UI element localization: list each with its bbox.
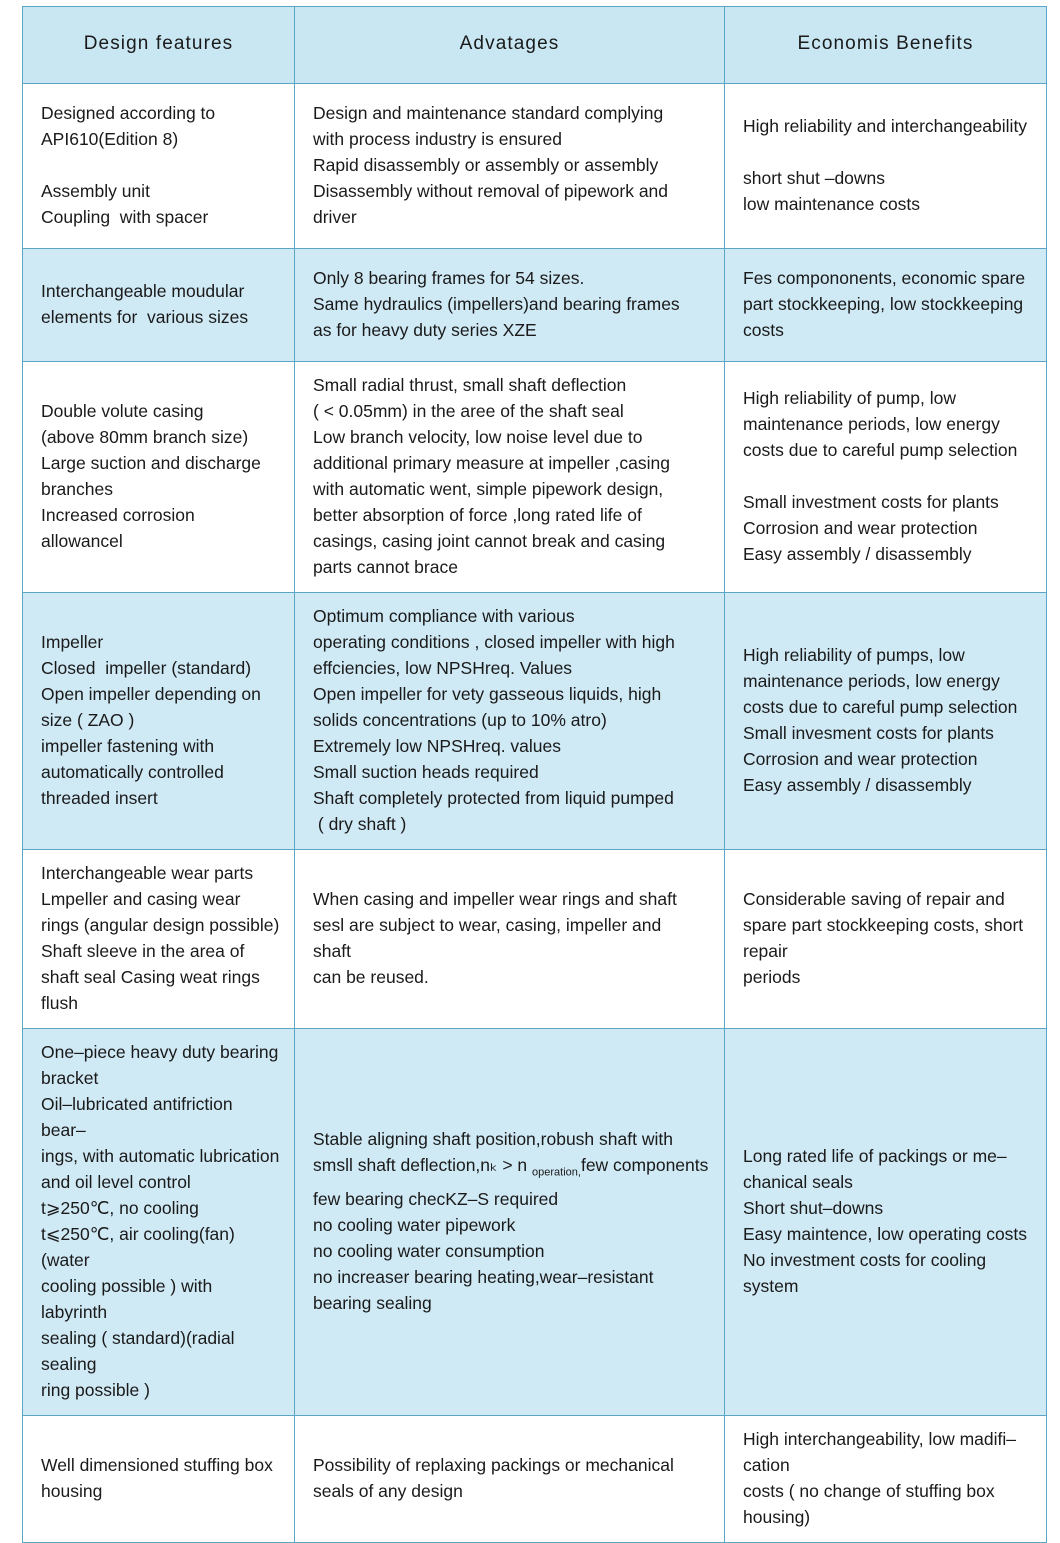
cell-line: Extremely low NPSHreq. values [313,736,561,756]
cell-design-features [23,249,295,362]
table-row [23,84,1047,249]
table-header-row [23,7,1047,84]
cell-line: Shaft completely protected from liquid pumped [313,788,674,808]
cell-economic-benefits [725,362,1047,593]
cell-line: bearing sealing [313,1292,432,1313]
cell-line: Design and maintenance standard complying [313,103,664,123]
cell-line: Designed according to [41,103,216,123]
cell-line: with process industry is ensured [313,129,562,149]
column-header-economic-benefits: Economis Benefits [725,7,1047,84]
table-row [23,362,1047,593]
cell-line: repair [743,941,788,961]
cell-line: can be reused. [313,967,429,987]
cell-line: no cooling water pipework [313,1214,516,1235]
cell-line: Small invesment costs for plants [743,723,994,743]
cell-line: High reliability and interchangeability [743,116,1028,136]
cell-line: threaded insert [41,788,158,808]
column-header-design-features: Design features [23,7,295,84]
specification-table [22,6,1047,1543]
cell-line: Well dimensioned stuffing box [41,1455,273,1475]
cell-line: operating conditions , closed impeller with high [313,632,675,652]
cell-line: Shaft sleeve in the area of [41,941,245,961]
cell-line: Lmpeller and casing wear [41,889,241,909]
cell-advantages [295,1416,725,1543]
table-row [23,1416,1047,1543]
cell-advantages [295,362,725,593]
cell-line: short shut –downs [743,168,886,188]
cell-line: High reliability of pumps, low [743,645,965,665]
cell-economic-benefits [725,850,1047,1029]
cell-line: Easy assembly / disassembly [743,775,972,795]
subscript-text: operation, [532,1166,581,1179]
cell-line [41,152,280,178]
cell-economic-benefits [725,84,1047,249]
cell-line: High reliability of pump, low [743,388,957,408]
cell-line: Possibility of replaxing packings or mechanical [313,1455,674,1475]
cell-line: Impeller [41,632,104,652]
cell-line: Short shut–downs [743,1198,884,1218]
cell-line: spare part stockkeeping costs, short [743,915,1024,935]
cell-line: API610(Edition 8) [41,129,179,149]
cell-line: Assembly unit [41,181,150,201]
cell-design-features [23,1029,295,1416]
cell-line: Considerable saving of repair and [743,889,1005,909]
cell-economic-benefits [725,593,1047,850]
cell-line: Same hydraulics (impellers)and bearing frames [313,294,680,314]
cell-line: housing) [743,1507,811,1527]
cell-line: Coupling with spacer [41,207,209,227]
cell-line: shaft seal Casing weat rings [41,967,260,987]
cell-line: parts cannot brace [313,557,458,577]
cell-design-features [23,850,295,1029]
cell-line: automatically controlled [41,762,224,782]
cell-line: better absorption of force ,long rated life of [313,505,642,525]
cell-line: rings (angular design possible) [41,915,280,935]
cell-economic-benefits [725,1029,1047,1416]
table-body [23,84,1047,1543]
column-header-advantages: Advatages [295,7,725,84]
cell-line: ring possible ) [41,1380,150,1400]
cell-line: Stable aligning shaft position,robush shaft with [313,1129,673,1150]
cell-line: size ( ZAO ) [41,710,135,730]
cell-line: costs ( no change of stuffing box [743,1481,995,1501]
cell-line: cooling possible ) with labyrinth [41,1276,218,1322]
cell-line: Corrosion and wear protection [743,518,978,538]
cell-line: allowancel [41,531,123,551]
cell-line: shaft [313,941,351,961]
table-row [23,249,1047,362]
cell-line: maintenance periods, low energy [743,671,1000,691]
cell-line: Large suction and discharge [41,453,261,473]
cell-line: with automatic went, simple pipework design, [313,479,664,499]
cell-line: sealing ( standard)(radial sealing [41,1328,240,1374]
cell-line: driver [313,207,357,227]
cell-line [743,463,1032,489]
cell-line: Disassembly without removal of pipework and [313,181,669,201]
cell-line: housing [41,1481,103,1501]
cell-line: ( < 0.05mm) in the aree of the shaft seal [313,401,624,421]
cell-line: effciencies, low NPSHreq. Values [313,658,573,678]
cell-design-features [23,84,295,249]
cell-line: bracket [41,1068,99,1088]
cell-line: ( dry shaft ) [313,814,407,834]
cell-advantages [295,593,725,850]
table-row [23,850,1047,1029]
table-header [23,7,1047,84]
table-row [23,593,1047,850]
cell-line: Interchangeable moudular [41,281,245,301]
cell-design-features [23,362,295,593]
cell-line: Increased corrosion [41,505,195,525]
cell-line: Small radial thrust, small shaft deflection [313,375,627,395]
cell-line: Easy assembly / disassembly [743,544,972,564]
cell-line: few bearing checKZ–S required [313,1188,559,1209]
cell-advantages [295,850,725,1029]
cell-line [743,139,1032,165]
cell-line: no cooling water consumption [313,1240,545,1261]
cell-line: Optimum compliance with various [313,606,575,626]
cell-line: Fes compononents, economic spare [743,268,1026,288]
cell-advantages [295,1029,725,1416]
cell-line: Small investment costs for plants [743,492,999,512]
cell-line: Easy maintence, low operating costs [743,1224,1028,1244]
cell-line: as for heavy duty series XZE [313,320,537,340]
cell-economic-benefits [725,1416,1047,1543]
cell-line: ings, with automatic lubrication [41,1146,280,1166]
cell-line: sesl are subject to wear, casing, impeller and [313,915,662,935]
cell-advantages [295,84,725,249]
cell-line: impeller fastening with [41,736,215,756]
cell-line: elements for various sizes [41,307,249,327]
cell-line: costs [743,320,784,340]
cell-line: Corrosion and wear protection [743,749,978,769]
cell-line: cation [743,1455,790,1475]
cell-line: Low branch velocity, low noise level due to [313,427,643,447]
cell-line: Long rated life of packings or me– [743,1146,1007,1166]
cell-line: Double volute casing [41,401,204,421]
cell-line: costs due to careful pump selection [743,697,1018,717]
cell-line: periods [743,967,801,987]
cell-line: (above 80mm branch size) [41,427,249,447]
cell-line: Open impeller depending on [41,684,261,704]
cell-design-features [23,593,295,850]
cell-line: t⩽250℃, air cooling(fan) (water [41,1224,240,1270]
cell-line: No investment costs for cooling [743,1250,987,1270]
cell-line: Rapid disassembly or assembly or assembly [313,155,659,175]
cell-line: t⩾250℃, no cooling [41,1198,199,1218]
table-row [23,1029,1047,1416]
cell-line: and oil level control [41,1172,191,1192]
cell-line: chanical seals [743,1172,853,1192]
cell-line: maintenance periods, low energy [743,414,1000,434]
cell-line: smsll shaft deflection,nₖ > n $_{operation,}$few components [313,1155,709,1179]
cell-advantages [295,249,725,362]
cell-line: additional primary measure at impeller ,casing [313,453,670,473]
cell-line: branches [41,479,113,499]
cell-line: part stockkeeping, low stockkeeping [743,294,1024,314]
cell-line: Oil–lubricated antifriction bear– [41,1094,238,1140]
cell-line: flush [41,993,78,1013]
cell-line: low maintenance costs [743,194,921,214]
cell-economic-benefits [725,249,1047,362]
cell-line: seals of any design [313,1481,463,1501]
cell-line: Only 8 bearing frames for 54 sizes. [313,268,585,288]
cell-line: One–piece heavy duty bearing [41,1042,279,1062]
cell-line: Small suction heads required [313,762,539,782]
cell-line: no increaser bearing heating,wear–resistant [313,1266,654,1287]
cell-line: solids concentrations (up to 10% atro) [313,710,607,730]
cell-design-features [23,1416,295,1543]
cell-line: system [743,1276,799,1296]
cell-line: casings, casing joint cannot break and casing [313,531,666,551]
cell-line: Interchangeable wear parts [41,863,254,883]
cell-line: costs due to careful pump selection [743,440,1018,460]
cell-line: Open impeller for vety gasseous liquids, high [313,684,662,704]
cell-line: When casing and impeller wear rings and shaft [313,889,677,909]
cell-line: Closed impeller (standard) [41,658,252,678]
cell-line: High interchangeability, low madifi– [743,1429,1017,1449]
